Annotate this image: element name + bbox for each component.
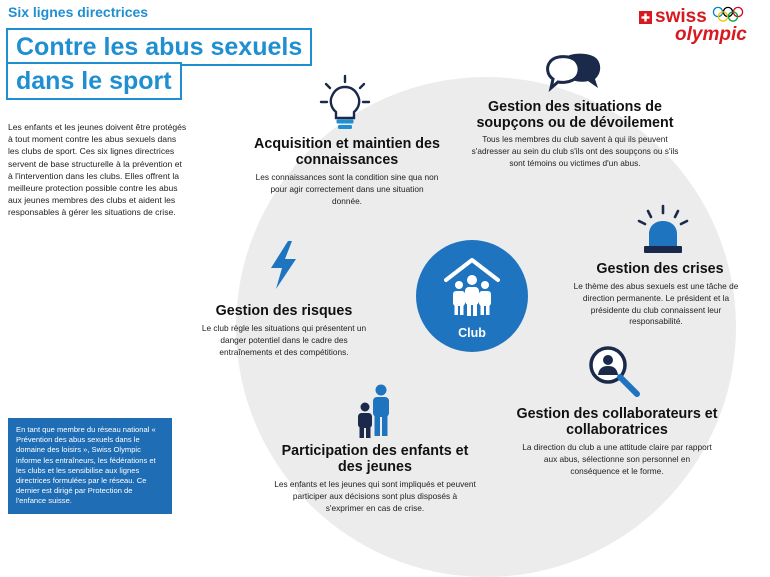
page-title-line2: dans le sport	[6, 62, 182, 100]
staff-title: Gestion des collaborateurs et collaboratrices	[516, 406, 718, 438]
family-icon	[354, 383, 398, 439]
knowledge-text: Les connaissances sont la condition sine qua non pour agir correctement dans une situation donnée.	[255, 172, 439, 206]
network-note-box	[8, 418, 172, 514]
suspicion-title: Gestion des situations de soupçons ou de dévoilement	[476, 99, 674, 131]
club-house-icon	[432, 250, 512, 322]
crisis-title: Gestion des crises	[596, 261, 724, 277]
speech-bubbles-icon	[546, 52, 604, 96]
knowledge-title: Acquisition et maintien des connaissances	[254, 136, 440, 168]
page-title-line1: Contre les abus sexuels	[6, 28, 312, 66]
intro-paragraph: Les enfants et les jeunes doivent être protégés à tout moment contre les abus sexuels dans les clubs de sport. Ces six lignes directrices servent de base structurelle à la prévention et à l'intervention dans les clubs. Elles offrent la meilleure protection possible contre les abus aux jeunes membres des clubs et aident les responsables à gérer les situations de crise.	[8, 122, 187, 218]
hub-label: Club	[458, 326, 486, 340]
logo-word-swiss: swiss	[655, 6, 707, 27]
alarm-light-icon	[636, 204, 690, 256]
risks-text: Le club règle les situations qui présentent un danger potentiel dans le cadre des entraînements et des compétitions.	[201, 323, 367, 357]
olympic-rings-icon	[712, 6, 744, 22]
swiss-flag-icon	[639, 11, 652, 24]
network-note-text: En tant que membre du réseau national « Prévention des abus sexuels dans le domaine des loisirs », Swiss Olympic informe les entraîneurs, les fédérations et les clubs et les sensibilise aux lignes directrices formulées par le réseau. Ce dernier est dirigé par Protection de l'enfance suisse.	[16, 425, 156, 506]
participation-text: Les enfants et les jeunes qui sont impliqués et peuvent participer aux décisions sont plus disposés à s'exprimer en cas de crise.	[274, 479, 476, 513]
logo-word-olympic: olympic	[675, 24, 747, 45]
suspicion-text: Tous les membres du club savent à qui ils peuvent s'adresser au sein du club s'ils ont des soupçons ou s'ils sont témoins ou victimes d'un abus.	[471, 134, 679, 168]
staff-text: La direction du club a une attitude claire par rapport aux abus, sélectionne son personnel en conséquence et le forme.	[522, 442, 712, 476]
magnifier-person-icon	[587, 344, 641, 398]
lightning-icon	[268, 240, 298, 290]
participation-title: Participation des enfants et des jeunes	[281, 443, 469, 475]
risks-title: Gestion des risques	[215, 303, 353, 319]
crisis-text: Le thème des abus sexuels est une tâche de direction permanente. Le président et la présidente du club connaissent leur responsabilité.	[573, 281, 739, 327]
lightbulb-icon	[320, 74, 370, 132]
kicker-heading: Six lignes directrices	[8, 4, 149, 20]
